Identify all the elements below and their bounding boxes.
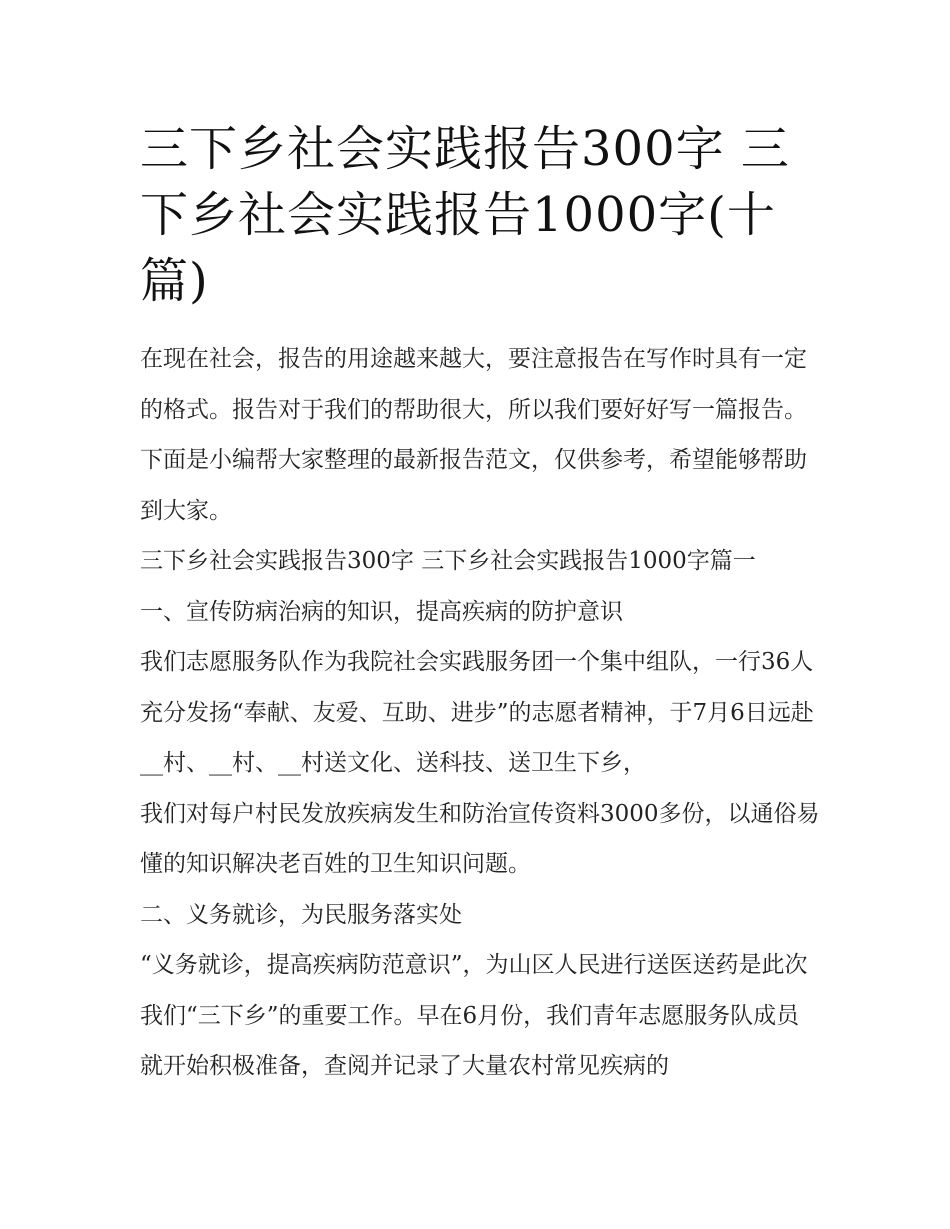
subheading-one: 一、宣传防病治病的知识，提高疾病的防护意识 bbox=[140, 598, 623, 625]
subheading-two: 二、义务就诊，为民服务落实处 bbox=[140, 901, 462, 928]
section-heading: 三下乡社会实践报告300字 三下乡社会实践报告1000字篇一 bbox=[140, 548, 756, 574]
body-paragraph: 我们对每户村民发放疾病发生和防治宣传资料3000多份，以通俗易懂的知识解决老百姓的卫生知识问题。 bbox=[140, 800, 820, 877]
intro-paragraph: 在现在社会，报告的用途越来越大，要注意报告在写作时具有一定的格式。报告对于我们的帮助很大，所以我们要好好写一篇报告。下面是小编帮大家整理的最新报告范文，仅供参考，希望能够帮助到大家。 bbox=[140, 346, 807, 524]
document-content bbox=[140, 116, 820, 1092]
body-paragraph: 我们志愿服务队作为我院社会实践服务团一个集中组队，一行36人充分发扬“奉献、友爱、互助、进步”的志愿者精神，于7月6日远赴__村、__村、__村送文化、送科技、送卫生下乡， bbox=[140, 649, 814, 776]
body-paragraph: “义务就诊，提高疾病防范意识”，为山区人民进行送医送药是此次我们“三下乡”的重要工作。早在6月份，我们青年志愿服务队成员就开始积极准备，查阅并记录了大量农村常见疾病的 bbox=[140, 952, 808, 1079]
document-body bbox=[140, 334, 820, 1092]
document-title: 三下乡社会实践报告300字 三下乡社会实践报告1000字(十篇) bbox=[140, 121, 790, 309]
